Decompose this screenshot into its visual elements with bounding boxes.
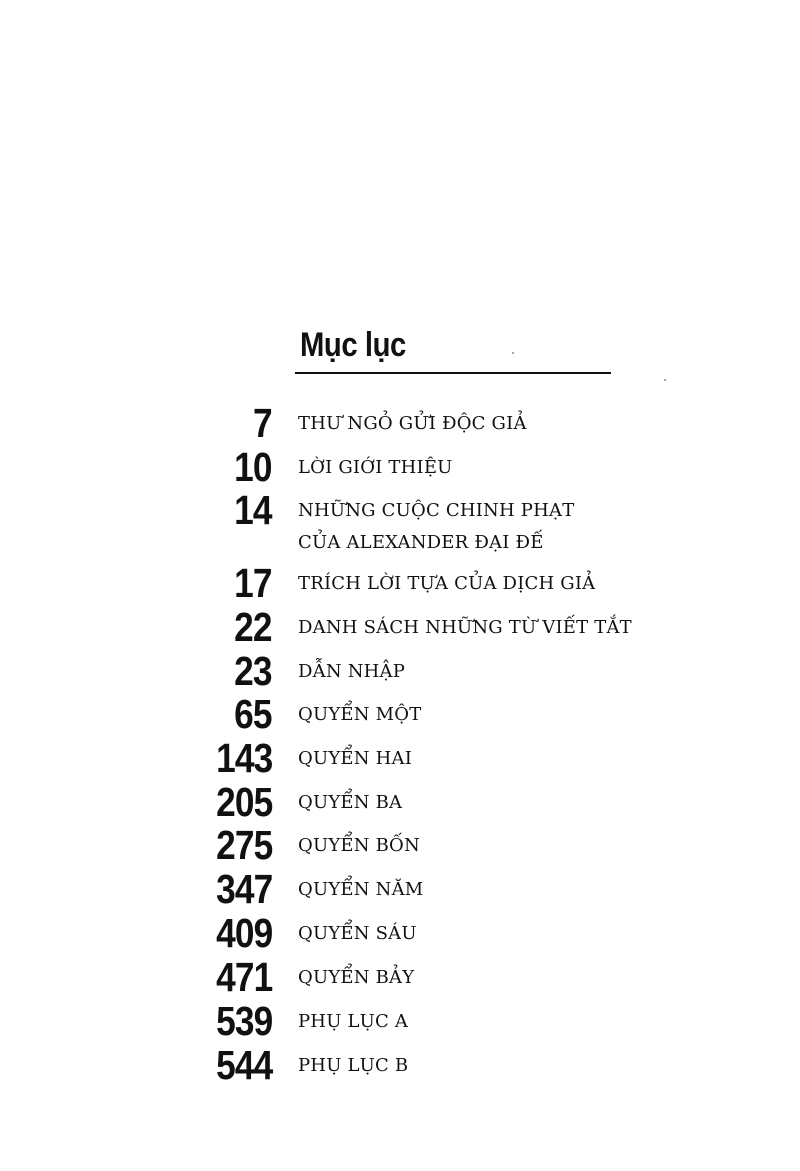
toc-page-number: 65 xyxy=(234,691,272,737)
toc-entry-title: QUYỂN BA xyxy=(298,792,403,813)
toc-page-number: 275 xyxy=(215,822,272,868)
scan-speck xyxy=(664,379,666,381)
toc-entry-title: PHỤ LỤC A xyxy=(298,1011,409,1032)
toc-page-number: 539 xyxy=(215,998,272,1044)
toc-page-number: 544 xyxy=(215,1042,272,1088)
toc-page-number: 471 xyxy=(215,954,272,1000)
toc-page-number: 409 xyxy=(215,910,272,956)
toc-entry-title: LỜI GIỚI THIỆU xyxy=(298,457,453,478)
toc-entry-title: NHỮNG CUỘC CHINH PHẠT xyxy=(298,500,575,521)
toc-page-number: 10 xyxy=(234,444,272,490)
toc-entry-title: QUYỂN HAI xyxy=(298,748,413,769)
toc-page-number: 23 xyxy=(234,648,272,694)
toc-page-number: 143 xyxy=(215,735,272,781)
toc-entry-title: TRÍCH LỜI TỰA CỦA DỊCH GIẢ xyxy=(298,573,596,594)
toc-entry-title: PHỤ LỤC B xyxy=(298,1055,409,1076)
toc-page-number: 7 xyxy=(253,400,272,446)
toc-page-number: 347 xyxy=(215,866,272,912)
toc-page-number: 17 xyxy=(234,560,272,606)
scan-speck xyxy=(512,352,514,354)
toc-entry-title: THƯ NGỎ GỬI ĐỘC GIẢ xyxy=(298,413,527,434)
toc-entry-title: DẪN NHẬP xyxy=(298,661,406,682)
toc-entry-title: QUYỂN SÁU xyxy=(298,923,417,944)
toc-entry-title: QUYỂN BẢY xyxy=(298,967,415,988)
toc-entry-title: QUYỂN MỘT xyxy=(298,704,422,725)
heading-underline xyxy=(295,372,611,374)
toc-entry-title-line2: CỦA ALEXANDER ĐẠI ĐẾ xyxy=(298,532,544,553)
toc-entry-title: DANH SÁCH NHỮNG TỪ VIẾT TẮT xyxy=(298,617,632,638)
toc-entry-title: QUYỂN NĂM xyxy=(298,879,424,900)
toc-page-number: 22 xyxy=(234,604,272,650)
toc-entry-title: QUYỂN BỐN xyxy=(298,835,420,856)
toc-page-number: 14 xyxy=(234,487,272,533)
toc-page-number: 205 xyxy=(215,779,272,825)
toc-heading: Mục lục xyxy=(300,326,406,364)
